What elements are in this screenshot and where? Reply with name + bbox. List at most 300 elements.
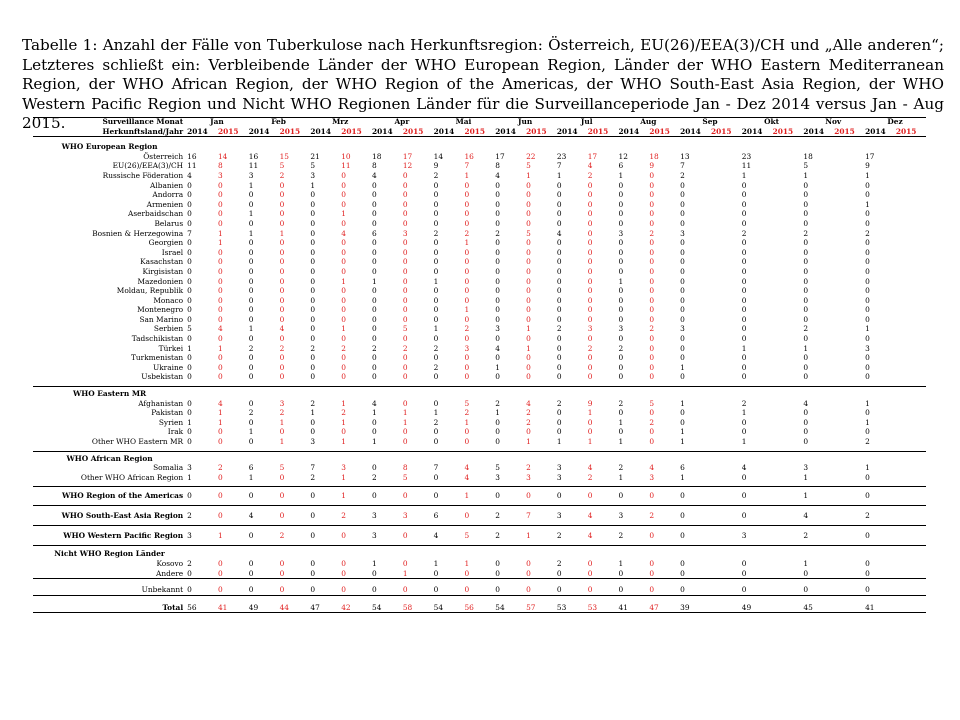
cell-2015: 0 <box>649 238 655 248</box>
cell-2015 <box>895 408 926 418</box>
cell-2014: 1 <box>187 472 192 482</box>
cell-2014: 1 <box>680 398 685 408</box>
cell-2015 <box>772 559 803 569</box>
cell-2014: 0 <box>433 427 439 437</box>
cell-2014: 0 <box>741 334 747 344</box>
cell-2015: 0 <box>341 238 346 248</box>
cell-2015: 0 <box>217 314 223 324</box>
cell-2014: 7 <box>680 161 685 171</box>
cell-2015: 1 <box>464 305 470 315</box>
cell-2014: 18 <box>372 151 382 161</box>
cell-2015 <box>833 437 864 447</box>
cell-2014: 0 <box>248 530 254 540</box>
cell-2015: 2 <box>464 408 470 418</box>
cell-2015: 3 <box>341 463 346 473</box>
cell-2015: 0 <box>341 372 346 382</box>
cell-2014: 0 <box>495 427 500 437</box>
cell-2015: 0 <box>587 417 593 427</box>
cell-2015: 0 <box>402 585 408 595</box>
cell-2015: 0 <box>217 510 223 520</box>
cell-2015: 5 <box>526 228 531 238</box>
cell-2014: 0 <box>187 437 192 446</box>
data-table <box>33 117 926 612</box>
cell-2015: 0 <box>217 180 223 190</box>
cell-2015 <box>833 161 864 171</box>
cell-2014: 0 <box>618 353 624 363</box>
cell-2014: 0 <box>372 199 377 209</box>
cell-2015: 0 <box>402 286 408 296</box>
cell-2014: 0 <box>680 209 685 219</box>
cell-2014: 0 <box>865 362 870 372</box>
row-label: Bosnien & Herzegowina <box>92 228 184 238</box>
cell-2015: 1 <box>464 170 470 180</box>
cell-2015 <box>772 324 803 334</box>
cell-2014: 0 <box>803 585 809 595</box>
cell-2014: 0 <box>372 417 377 427</box>
cell-2014: 0 <box>680 343 685 353</box>
cell-2015: 5 <box>649 398 655 408</box>
cell-2014: 0 <box>741 362 747 372</box>
cell-2015: 0 <box>279 286 285 296</box>
cell-2014: 0 <box>556 334 562 344</box>
table-row <box>33 437 926 447</box>
cell-2015 <box>833 296 864 306</box>
cell-2014: 16 <box>248 151 259 161</box>
cell-2015: 3 <box>402 228 408 238</box>
cell-2014: 0 <box>372 362 377 372</box>
cell-2015 <box>895 569 926 579</box>
month-header: Feb <box>271 117 286 126</box>
cell-2015: 22 <box>526 151 536 161</box>
cell-2015: 4 <box>464 472 470 482</box>
cell-2014: 0 <box>803 408 809 418</box>
cell-2014: 0 <box>495 372 500 382</box>
cell-2014: 0 <box>495 199 500 209</box>
cell-2015: 0 <box>341 218 346 228</box>
cell-2014: 5 <box>495 463 500 473</box>
cell-2015: 1 <box>526 170 531 180</box>
cell-2014: 0 <box>248 398 254 408</box>
cell-2014: 0 <box>495 247 500 257</box>
cell-2014: 0 <box>187 286 192 296</box>
cell-2014: 49 <box>248 602 259 612</box>
cell-2014: 3 <box>680 228 685 238</box>
cell-2014: 0 <box>310 238 316 248</box>
cell-2014: 4 <box>803 510 809 520</box>
cell-2015: 0 <box>649 437 655 446</box>
cell-2014: 1 <box>803 490 809 500</box>
cell-2014: 3 <box>187 530 192 540</box>
cell-2015: 0 <box>217 362 223 372</box>
cell-2015: 0 <box>341 170 346 180</box>
cell-2015 <box>710 324 741 334</box>
cell-2014: 0 <box>310 558 316 568</box>
cell-2015: 0 <box>279 305 285 315</box>
cell-2015: 0 <box>649 305 655 315</box>
cell-2015: 0 <box>279 585 285 595</box>
cell-2014: 0 <box>741 209 747 219</box>
header-year-row <box>33 127 926 137</box>
cell-2014: 0 <box>680 238 685 248</box>
cell-2014: 3 <box>618 228 624 238</box>
cell-2014: 0 <box>310 334 316 344</box>
row-label: Other WHO Eastern MR <box>91 437 184 446</box>
cell-2014: 1 <box>372 408 377 418</box>
cell-2014: 16 <box>187 151 197 161</box>
cell-2014: 0 <box>310 199 316 209</box>
cell-2015 <box>833 509 864 521</box>
cell-2015 <box>895 603 926 613</box>
cell-2014: 0 <box>803 238 809 248</box>
table-row <box>33 529 926 541</box>
cell-2014: 4 <box>495 343 500 353</box>
cell-2014: 6 <box>680 463 685 473</box>
row-label: EU(26)/EEA(3)/CH <box>112 161 184 171</box>
cell-2015: 0 <box>341 585 346 595</box>
cell-2014: 0 <box>495 295 500 305</box>
cell-2015: 0 <box>526 585 531 595</box>
table-rule <box>33 386 926 387</box>
cell-2015: 5 <box>279 161 285 171</box>
cell-2014: 0 <box>372 324 377 334</box>
cell-2014: 0 <box>741 286 747 296</box>
cell-2014: 1 <box>433 276 439 286</box>
cell-2015: 0 <box>587 180 593 190</box>
cell-2015: 0 <box>217 199 223 209</box>
cell-2015 <box>710 353 741 363</box>
cell-2015 <box>895 277 926 287</box>
cell-2014: 0 <box>865 247 870 257</box>
cell-2014: 0 <box>310 585 316 595</box>
cell-2015 <box>895 334 926 344</box>
cell-2014: 0 <box>865 305 870 315</box>
cell-2014: 0 <box>803 247 809 257</box>
cell-2015: 2 <box>279 170 285 180</box>
month-header: Aug <box>640 117 657 126</box>
cell-2014: 0 <box>741 490 747 500</box>
cell-2014: 0 <box>372 353 377 363</box>
cell-2014: 2 <box>187 510 192 520</box>
cell-2015 <box>772 399 803 409</box>
cell-2015: 1 <box>341 472 346 482</box>
cell-2015: 0 <box>587 490 593 500</box>
section-title-row <box>33 549 926 559</box>
cell-2015 <box>895 229 926 239</box>
cell-2015: 0 <box>587 568 593 578</box>
cell-2014: 0 <box>680 199 685 209</box>
cell-2015: 0 <box>341 266 346 276</box>
cell-2015 <box>772 190 803 200</box>
cell-2015: 0 <box>649 199 655 209</box>
table-rule <box>33 136 926 137</box>
cell-2014: 0 <box>372 585 377 595</box>
cell-2014: 0 <box>248 286 254 296</box>
cell-2014: 2 <box>803 228 809 238</box>
cell-2015: 0 <box>526 218 531 228</box>
cell-2015: 0 <box>587 295 593 305</box>
cell-2015 <box>833 219 864 229</box>
cell-2015: 0 <box>526 295 531 305</box>
cell-2014: 0 <box>248 199 254 209</box>
cell-2014: 0 <box>680 568 685 578</box>
table-row <box>33 229 926 239</box>
cell-2015: 41 <box>217 602 228 612</box>
cell-2014: 1 <box>248 228 254 238</box>
cell-2015: 0 <box>526 247 531 257</box>
row-label: Andere <box>156 568 184 578</box>
cell-2014: 0 <box>741 266 747 276</box>
cell-2015 <box>833 286 864 296</box>
cell-2015: 2 <box>341 510 346 520</box>
cell-2014: 3 <box>372 530 377 540</box>
cell-2015 <box>895 463 926 473</box>
cell-2015: 17 <box>587 151 598 161</box>
cell-2015: 16 <box>464 151 474 161</box>
cell-2015: 5 <box>402 472 408 482</box>
cell-2014: 13 <box>680 151 690 161</box>
cell-2015: 7 <box>526 510 531 520</box>
table-row <box>33 363 926 373</box>
cell-2015 <box>895 200 926 210</box>
month-header: Nov <box>825 117 842 126</box>
year-header-2015: 2015 <box>772 126 794 136</box>
cell-2014: 0 <box>187 266 192 276</box>
cell-2014: 2 <box>680 170 685 180</box>
cell-2014: 0 <box>372 463 377 473</box>
cell-2015 <box>833 257 864 267</box>
cell-2014: 0 <box>248 218 254 228</box>
table-row <box>33 267 926 277</box>
cell-2014: 0 <box>310 510 316 520</box>
cell-2015: 0 <box>526 266 531 276</box>
cell-2015: 0 <box>217 286 223 296</box>
table-caption: Tabelle 1: Anzahl der Fälle von Tuberkulose nach Herkunftsregion: Österreich, EU(26)/EEA(3)/CH und „Alle anderen“; Letzteres schließt ein: Verbleibende Länder der WHO European Region, Länder der WHO Eastern Mediterranean Region, der WHO African Region, der WHO Region of the Americas, der WHO South-East Asia Region, der WHO Western Pacific Region und Nicht WHO Regionen Länder für die Surveillanceperiode Jan - Dez 2014 versus Jan - Aug 2015. <box>22 36 944 133</box>
cell-2015 <box>772 427 803 437</box>
cell-2014: 0 <box>372 238 377 248</box>
cell-2015: 12 <box>402 161 413 171</box>
cell-2014: 0 <box>741 247 747 257</box>
cell-2015: 0 <box>464 510 470 520</box>
month-header: Sep <box>702 117 718 126</box>
cell-2014: 0 <box>618 427 624 437</box>
cell-2015: 2 <box>526 408 531 418</box>
cell-2015 <box>833 344 864 354</box>
table-row <box>33 569 926 579</box>
origin-header-label: Herkunftsland/Jahr <box>102 126 184 136</box>
cell-2014: 3 <box>187 463 192 473</box>
cell-2014: 1 <box>741 170 747 180</box>
cell-2015: 0 <box>464 437 470 446</box>
cell-2015: 0 <box>526 353 531 363</box>
cell-2015: 0 <box>402 372 408 382</box>
cell-2015: 3 <box>464 343 470 353</box>
cell-2014: 0 <box>865 490 870 500</box>
cell-2014: 0 <box>495 266 500 276</box>
cell-2015: 0 <box>526 238 531 248</box>
year-header-2015: 2015 <box>649 126 670 136</box>
cell-2015 <box>833 305 864 315</box>
row-label: Turkmenistan <box>130 353 184 363</box>
cell-2015 <box>772 509 803 521</box>
row-label: Usbekistan <box>141 372 184 382</box>
year-header-2015: 2015 <box>526 126 547 136</box>
cell-2015: 0 <box>341 568 346 578</box>
cell-2015: 0 <box>217 257 223 267</box>
cell-2014: 3 <box>310 170 316 180</box>
cell-2014: 0 <box>803 353 809 363</box>
cell-2015: 0 <box>587 247 593 257</box>
cell-2015: 0 <box>402 362 408 372</box>
table-rule <box>33 486 926 487</box>
cell-2015 <box>772 315 803 325</box>
cell-2014: 1 <box>803 472 809 482</box>
cell-2014: 0 <box>495 190 500 200</box>
cell-2015 <box>772 286 803 296</box>
cell-2014: 2 <box>248 343 254 353</box>
cell-2015: 4 <box>279 324 285 334</box>
cell-2015 <box>833 248 864 258</box>
cell-2015 <box>833 324 864 334</box>
cell-2014: 0 <box>618 372 624 382</box>
row-label: Syrien <box>158 417 184 427</box>
cell-2015: 0 <box>341 295 346 305</box>
cell-2015 <box>772 585 803 595</box>
cell-2014: 0 <box>433 305 439 315</box>
cell-2014: 3 <box>680 324 685 334</box>
cell-2015: 2 <box>649 228 655 238</box>
cell-2014: 2 <box>248 408 254 418</box>
section-title: WHO European Region <box>61 142 158 152</box>
cell-2015 <box>895 427 926 437</box>
cell-2014: 0 <box>556 286 562 296</box>
cell-2015: 0 <box>587 334 593 344</box>
cell-2014: 7 <box>187 228 192 238</box>
cell-2015: 1 <box>217 408 223 418</box>
cell-2014: 2 <box>433 417 439 427</box>
cell-2014: 2 <box>803 324 809 334</box>
cell-2015: 0 <box>402 190 408 200</box>
cell-2014: 0 <box>248 334 254 344</box>
cell-2015: 2 <box>649 510 655 520</box>
cell-2014: 2 <box>372 472 377 482</box>
cell-2014: 2 <box>310 398 316 408</box>
cell-2014: 21 <box>310 151 320 161</box>
cell-2015 <box>895 399 926 409</box>
month-header: Mrz <box>332 117 349 126</box>
cell-2014: 0 <box>187 209 192 219</box>
cell-2015: 0 <box>341 362 346 372</box>
cell-2014: 0 <box>187 585 192 595</box>
cell-2014: 0 <box>618 295 624 305</box>
cell-2015: 0 <box>217 190 223 200</box>
cell-2015 <box>833 209 864 219</box>
cell-2014: 0 <box>556 362 562 372</box>
cell-2014: 0 <box>372 266 377 276</box>
table-row <box>33 296 926 306</box>
cell-2014: 0 <box>803 286 809 296</box>
cell-2014: 0 <box>865 558 870 568</box>
cell-2015 <box>710 437 741 447</box>
cell-2015 <box>710 219 741 229</box>
cell-2015: 9 <box>587 398 593 408</box>
cell-2015 <box>772 529 803 541</box>
cell-2015: 1 <box>341 417 346 427</box>
cell-2015: 0 <box>649 558 655 568</box>
cell-2015 <box>772 296 803 306</box>
cell-2015: 0 <box>279 295 285 305</box>
cell-2014: 0 <box>372 334 377 344</box>
cell-2015 <box>772 305 803 315</box>
cell-2015: 0 <box>402 558 408 568</box>
cell-2015: 0 <box>341 334 346 344</box>
cell-2014: 0 <box>680 585 685 595</box>
cell-2014: 0 <box>865 190 870 200</box>
cell-2014: 0 <box>803 417 809 427</box>
cell-2014: 0 <box>495 314 500 324</box>
cell-2014: 0 <box>865 427 870 437</box>
cell-2015 <box>895 171 926 181</box>
cell-2014: 0 <box>248 437 254 446</box>
cell-2014: 4 <box>741 463 747 473</box>
table-row <box>33 473 926 483</box>
cell-2015 <box>772 181 803 191</box>
cell-2014: 0 <box>248 305 254 315</box>
cell-2014: 0 <box>680 558 685 568</box>
cell-2015: 0 <box>649 362 655 372</box>
header-month-row <box>33 117 926 127</box>
table-rule <box>33 595 926 596</box>
cell-2014: 0 <box>187 568 192 578</box>
cell-2015: 0 <box>217 558 223 568</box>
cell-2015: 4 <box>341 228 346 238</box>
cell-2015 <box>833 559 864 569</box>
cell-2015 <box>833 315 864 325</box>
cell-2015: 0 <box>341 180 346 190</box>
cell-2015: 15 <box>279 151 289 161</box>
cell-2015: 0 <box>526 558 531 568</box>
cell-2014: 0 <box>433 334 439 344</box>
cell-2015: 0 <box>279 180 285 190</box>
cell-2014: 0 <box>556 343 562 353</box>
cell-2014: 1 <box>248 472 254 482</box>
month-header: Mai <box>455 117 472 126</box>
cell-2015 <box>772 200 803 210</box>
table-row <box>33 209 926 219</box>
cell-2015 <box>772 267 803 277</box>
cell-2014: 3 <box>556 472 562 482</box>
cell-2015: 0 <box>341 247 346 257</box>
cell-2014: 0 <box>803 295 809 305</box>
cell-2014: 0 <box>618 334 624 344</box>
row-label: Serbien <box>153 324 184 334</box>
cell-2015: 0 <box>341 427 346 437</box>
cell-2014: 0 <box>310 314 316 324</box>
cell-2014: 2 <box>433 343 439 353</box>
cell-2014: 1 <box>741 437 747 446</box>
cell-2015 <box>895 190 926 200</box>
row-label: Österreich <box>143 151 184 161</box>
cell-2014: 0 <box>865 408 870 418</box>
cell-2015 <box>772 257 803 267</box>
cell-2015 <box>710 473 741 483</box>
cell-2014: 0 <box>556 199 562 209</box>
cell-2015: 0 <box>464 209 470 219</box>
cell-2014: 0 <box>310 218 316 228</box>
cell-2015: 0 <box>587 314 593 324</box>
cell-2015: 2 <box>402 343 408 353</box>
cell-2014: 2 <box>495 398 500 408</box>
cell-2014: 0 <box>372 490 377 500</box>
